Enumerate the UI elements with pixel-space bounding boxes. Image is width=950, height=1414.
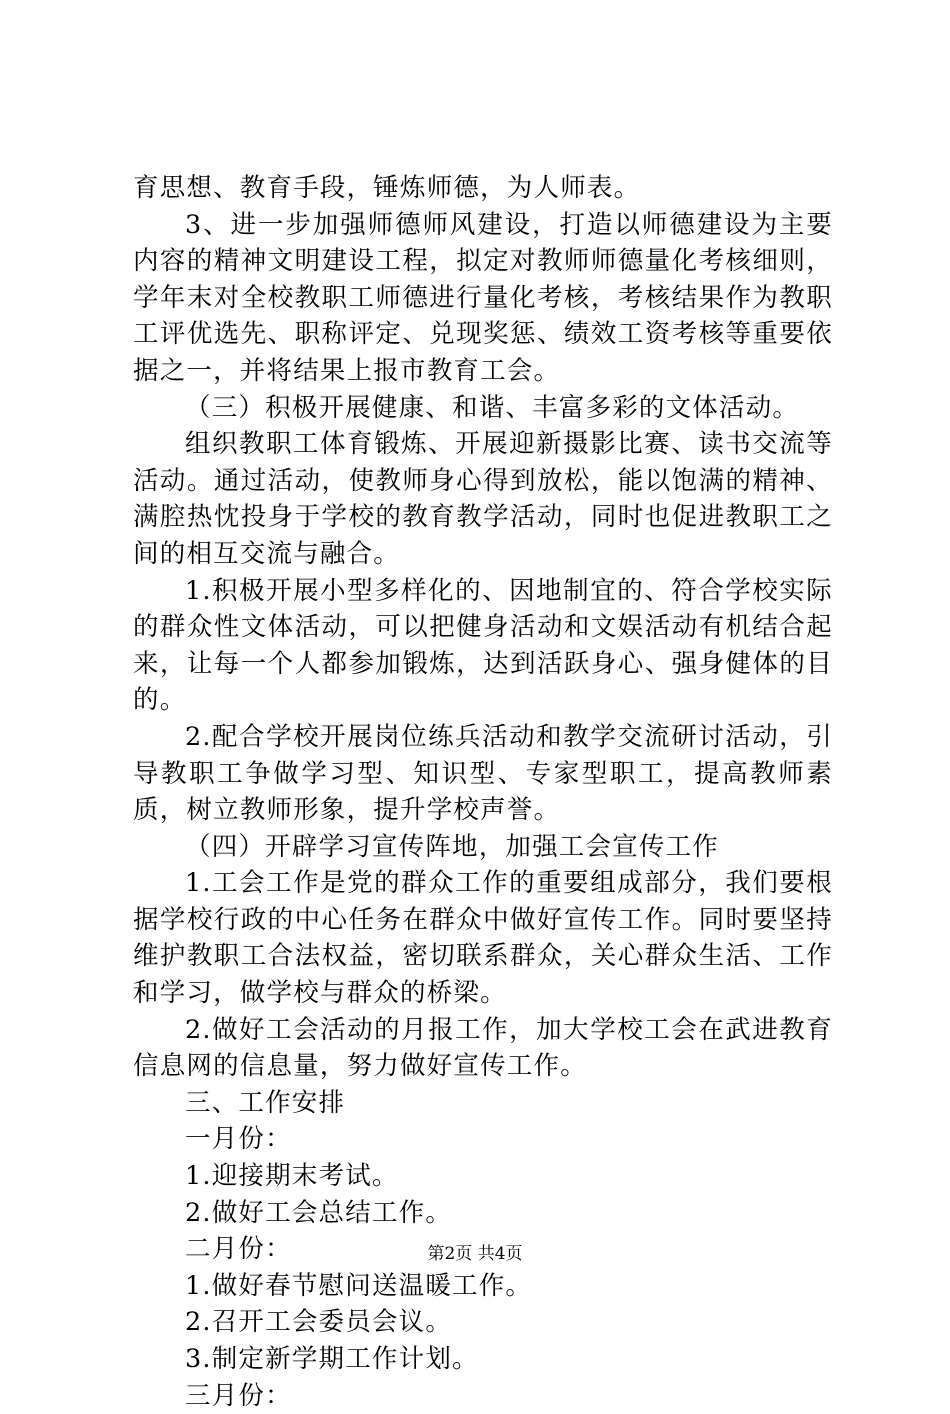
- page-number-footer: 第2页 共4页: [427, 1244, 523, 1264]
- paragraph-activities-item-2: 2.配合学校开展岗位练兵活动和教学交流研讨活动，引导教职工争做学习型、知识型、专家型职工，提高教师素质，树立教师形象，提升学校声誉。: [133, 721, 833, 826]
- schedule-item: 2.做好工会总结工作。: [185, 1197, 453, 1228]
- paragraph-publicity-item-1: 1.工会工作是党的群众工作的重要组成部分，我们要根据学校行政的中心任务在群众中做好宣传工作。同时要坚持维护教职工合法权益，密切联系群众，关心群众生活、工作和学习，做学校与群众的桥梁。: [133, 868, 833, 1009]
- section-heading-schedule: 三、工作安排: [185, 1087, 346, 1118]
- paragraph-activities-item-1: 1.积极开展小型多样化的、因地制宜的、符合学校实际的群众性文体活动，可以把健身活动和文娱活动有机结合起来，让每一个人都参加锻炼，达到活跃身心、强身健体的目的。: [133, 575, 833, 716]
- document-body: [133, 170, 833, 1414]
- paragraph-publicity-item-2: 2.做好工会活动的月报工作，加大学校工会在武进教育信息网的信息量，努力做好宣传工作。: [133, 1014, 833, 1082]
- month-heading-january: 一月份：: [185, 1124, 292, 1155]
- paragraph-activities-intro: 组织教职工体育锻炼、开展迎新摄影比赛、读书交流等活动。通过活动，使教师身心得到放松，能以饱满的精神、满腔热忱投身于学校的教育教学活动，同时也促进教职工之间的相互交流与融合。: [133, 429, 833, 569]
- schedule-item: 2.召开工会委员会议。: [185, 1307, 453, 1338]
- schedule-item: 1.做好春节慰问送温暖工作。: [185, 1270, 533, 1301]
- month-heading-march: 三月份：: [185, 1380, 292, 1411]
- schedule-item: 3.制定新学期工作计划。: [185, 1344, 479, 1374]
- paragraph-continuation: 育思想、教育手段，锤炼师德，为人师表。: [133, 173, 641, 203]
- section-heading-publicity: （四）开辟学习宣传阵地，加强工会宣传工作: [185, 831, 720, 862]
- schedule-item: 1.迎接期末考试。: [185, 1161, 399, 1192]
- section-heading-cultural-activities: （三）积极开展健康、和谐、丰富多彩的文体活动。: [185, 392, 800, 423]
- month-heading-february: 二月份：: [185, 1234, 292, 1265]
- paragraph-teacher-ethics: 3、进一步加强师德师风建设，打造以师德建设为主要内容的精神文明建设工程，拟定对教师师德量化考核细则，学年末对全校教职工师德进行量化考核，考核结果作为教职工评优选先、职称评定、兑现奖惩、绩效工资考核等重要依据之一，并将结果上报市教育工会。: [133, 209, 833, 386]
